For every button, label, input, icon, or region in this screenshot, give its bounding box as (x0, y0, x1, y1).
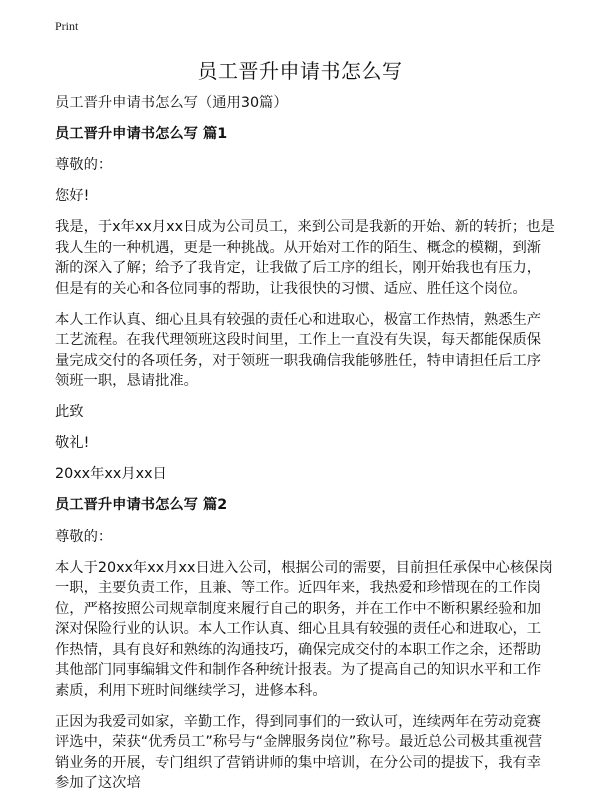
salutation: 尊敬的： (55, 528, 113, 545)
print-link[interactable]: Print (55, 19, 79, 33)
body-paragraph: 本人于20xx年xx月xx日进入公司，根据公司的需要，目前担任承保中心核保岗一职，主要负责工作，且兼、等工作。近四年来，我热爱和珍惜现在的工作岗位，严格按照公司规章制度来履行自己的职务，并在工作中不断积累经验和加深对保险行业的认识。本人工作认真、细心且具有较强的责任心和进取心，工作热情，具有良好和熟练的沟通技巧，确保完成交付的本职工作之余，还帮助其他部门同事编辑文件和制作各种统计报表。为了提高自己的知识水平和工作素质，利用下班时间继续学习，进修本科。 (55, 559, 553, 699)
body-paragraph: 正因为我爱司如家，辛勤工作，得到同事们的一致认可，连续两年在劳动竞赛评选中，荣获“优秀员工”称号与“金牌服务岗位”称号。最近总公司极其重视营销业务的开展，专门组织了营销讲师的集中培训，在分公司的提拔下，我有幸参加了这次培 (55, 713, 543, 791)
closing-salute: 敬礼! (55, 435, 90, 451)
document-title: 员工晋升申请书怎么写 (197, 59, 403, 83)
section-heading: 员工晋升申请书怎么写 篇1 (55, 125, 228, 142)
section-2 (55, 495, 555, 794)
letter-date: 20xx年xx月xx日 (55, 466, 167, 482)
greeting: 您好! (55, 188, 90, 204)
document-subtitle: 员工晋升申请书怎么写（通用30篇） (55, 95, 288, 111)
document-body (55, 93, 555, 804)
section-1 (55, 124, 555, 485)
section-heading: 员工晋升申请书怎么写 篇2 (55, 497, 228, 513)
body-paragraph: 我是，于x年xx月xx日成为公司员工，来到公司是我新的开始、新的转折；也是我人生的一种机遇，更是一种挑战。从开始对工作的陌生、概念的模糊，到渐渐的深入了解；给予了我肯定，让我做了后工序的组长，刚开始我也有压力，但是有的关心和各位同事的帮助，让我很快的习惯、适应、胜任这个岗位。 (55, 219, 555, 297)
closing-line: 此致 (55, 404, 84, 420)
body-paragraph: 本人工作认真、细心且具有较强的责任心和进取心，极富工作热情，熟悉生产工艺流程。在我代理领班这段时间里，工作上一直没有失误，每天都能保质保量完成交付的各项任务，对于领班一职我确信我能够胜任，特申请担任后工序领班一职，恳请批准。 (55, 311, 542, 389)
salutation: 尊敬的： (55, 157, 113, 173)
